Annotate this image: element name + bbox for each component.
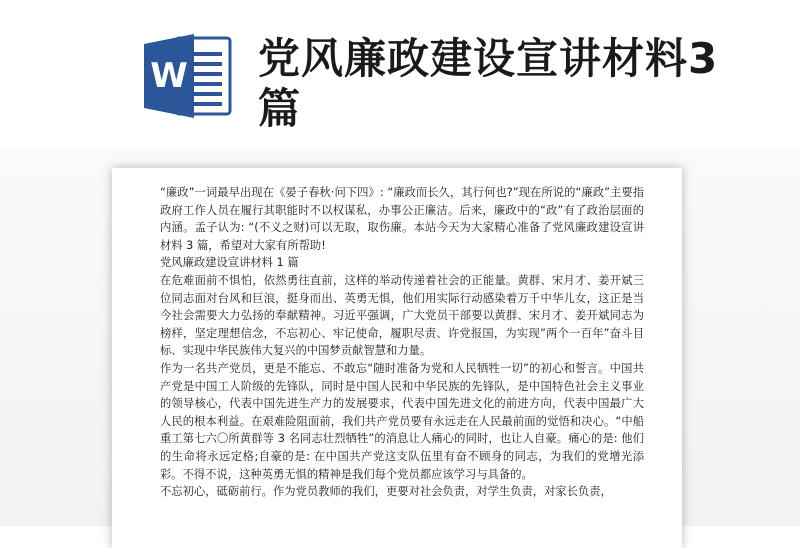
body-paragraph: 不忘初心，砥砺前行。作为党员教师的我们，更要对社会负责，对学生负责，对家长负责， [160,485,612,499]
word-doc-icon [142,32,232,120]
body-paragraph: 在危难面前不惧怕，依然勇往直前，这样的举动传递着社会的正能量。黄群、宋月才、姜开斌三位同志面对台风和巨浪，挺身而出、英勇无惧，他们用实际行动感染着万千中华儿女，这正是当今社会需要大力弘扬的奉献精神。习近平强调，广大党员干部要以黄群、宋月才、姜开斌同志为榜样，坚定理想信念，不忘初心、牢记使命，履职尽责、许党报国，为实现”两个一百年”奋斗目标、实现中华民族伟大复兴的中国梦贡献智慧和力量。 [160,273,644,358]
body-paragraph: 作为一名共产党员，更是不能忘、不敢忘“随时准备为党和人民牺牲一切”的初心和誓言。中国共产党是中国工人阶级的先锋队，同时是中国人民和中华民族的先锋队，是中国特色社会主义事业的领导核心，代表中国先进生产力的发展要求，代表中国先进文化的前进方向，代表中国最广大人民的根本利益。在艰难险阻面前，我们共产党员要有永远走在人民最前面的觉悟和决心。“中船重工第七六〇所黄群等 3 名同志壮烈牺牲”的消息让人痛心的同时，也让人自豪。痛心的是: 他们的生命将永远定格;自豪的是: 在中国共产党这支队伍里有奋不顾身的同志，为我们的党增光添彩。不得不说，这种英勇无惧的精神是我们每个党员都应该学习与具备的。 [160,361,644,481]
document-body [160,184,644,501]
document-title: 党风廉政建设宣讲材料3篇 [258,34,719,133]
document-page [112,168,682,548]
intro-paragraph: “廉政”一词最早出现在《晏子春秋·问下四》: “廉政而长久，其行何也?”现在所说的“廉政”主要指政府工作人员在履行其职能时不以权谋私，办事公正廉洁。后来，廉政中的“政”有了政治层面的内涵。孟子认为: “(不义之财)可以无取，取伤廉。本站今天为大家精心准备了党风廉政建设宣讲材料 3 篇，希望对大家有所帮助! [160,186,644,252]
word-icon-letter: W [150,56,188,96]
section-heading: 党风廉政建设宣讲材料 1 篇 [160,256,299,270]
document-header [0,0,800,150]
